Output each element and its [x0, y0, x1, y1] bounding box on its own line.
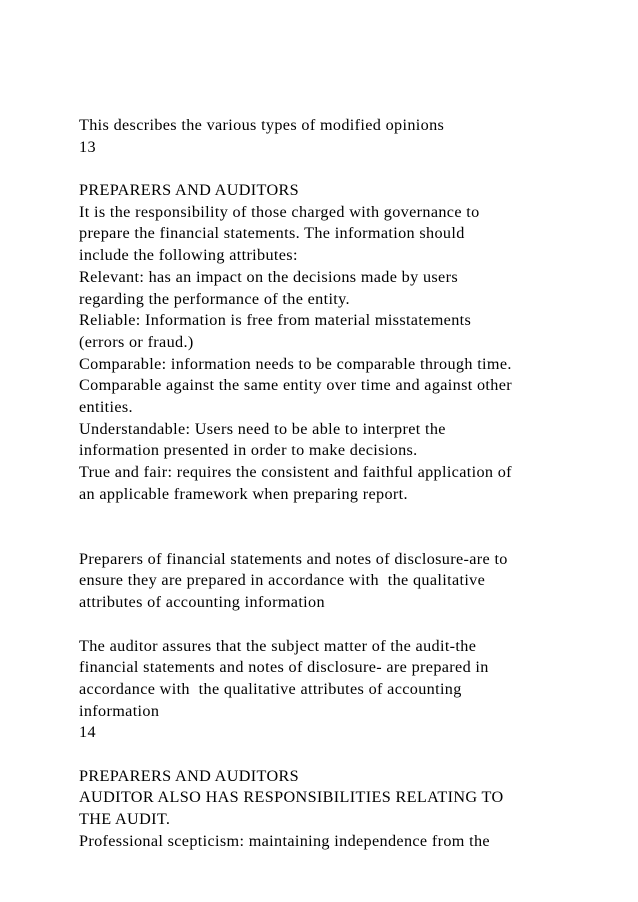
- text-line: It is the responsibility of those charged with governance to: [79, 202, 480, 221]
- text-line: Professional scepticism: maintaining independence from the: [79, 831, 490, 850]
- blank-line: [79, 527, 619, 549]
- page-number: 14: [79, 723, 96, 742]
- text-line: Comparable: information needs to be comparable through time.: [79, 354, 512, 373]
- blank-line: [79, 744, 619, 766]
- text-line: The auditor assures that the subject matter of the audit-the: [79, 636, 477, 655]
- text-line: information presented in order to make decisions.: [79, 441, 418, 460]
- text-line: Understandable: Users need to be able to interpret the: [79, 419, 446, 438]
- section-heading: PREPARERS AND AUDITORS: [79, 181, 299, 200]
- text-line: financial statements and notes of disclosure- are prepared in: [79, 658, 489, 677]
- text-line: True and fair: requires the consistent and faithful application of: [79, 463, 512, 481]
- text-line: THE AUDIT.: [79, 810, 171, 828]
- text-line: regarding the performance of the entity.: [79, 289, 350, 308]
- text-line: This describes the various types of modified opinions: [79, 116, 445, 134]
- document-body: [79, 115, 619, 852]
- blank-line: [79, 158, 619, 180]
- text-line: AUDITOR ALSO HAS RESPONSIBILITIES RELATING TO: [79, 788, 504, 807]
- text-line: attributes of accounting information: [79, 593, 325, 612]
- text-line: Preparers of financial statements and notes of disclosure-are to: [79, 549, 508, 568]
- text-line: prepare the financial statements. The information should: [79, 224, 465, 243]
- text-line: Reliable: Information is free from material misstatements: [79, 311, 472, 330]
- blank-line: [79, 505, 619, 527]
- blank-line: [79, 614, 619, 636]
- page-number: 13: [79, 137, 96, 156]
- section-heading: PREPARERS AND AUDITORS: [79, 766, 299, 785]
- text-line: Comparable against the same entity over time and against other: [79, 376, 513, 395]
- text-line: an applicable framework when preparing report.: [79, 484, 408, 503]
- text-line: information: [79, 701, 160, 720]
- text-line: ensure they are prepared in accordance with the qualitative: [79, 571, 486, 590]
- text-line: (errors or fraud.): [79, 332, 194, 351]
- text-line: entities.: [79, 397, 133, 416]
- text-line: accordance with the qualitative attributes of accounting: [79, 679, 462, 698]
- text-line: Relevant: has an impact on the decisions made by users: [79, 267, 458, 286]
- text-line: include the following attributes:: [79, 246, 298, 265]
